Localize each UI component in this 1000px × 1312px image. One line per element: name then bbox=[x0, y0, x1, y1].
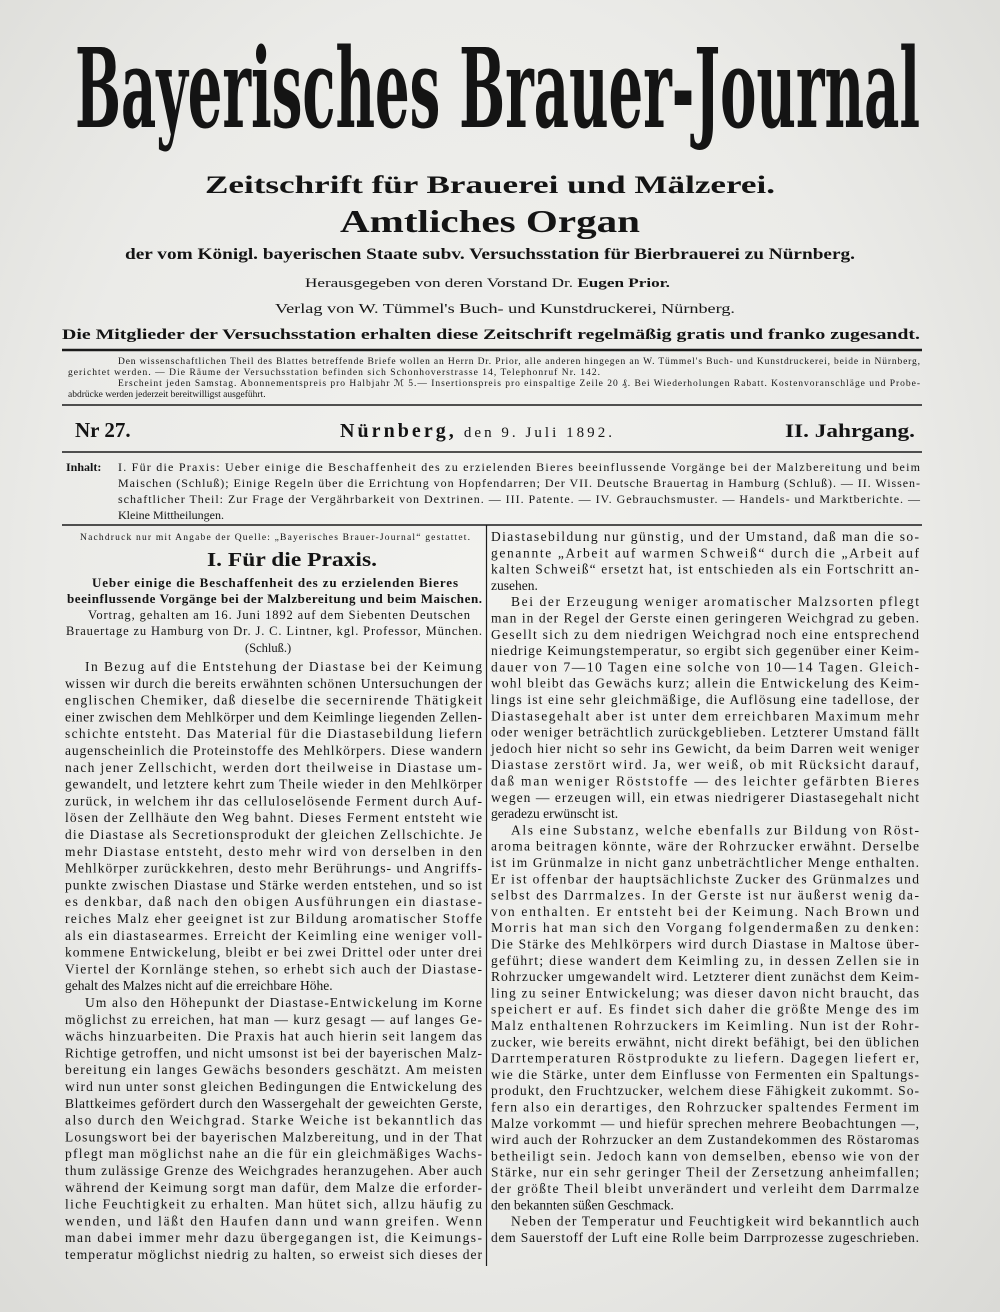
publisher-line: Verlag von W. Tümmel's Buch- und Kunstdruckerei, Nürnberg. bbox=[275, 301, 735, 316]
notice-block bbox=[68, 356, 920, 400]
body-line: man dabei immer mehr dazu übergegangen ist, die Keimungs- bbox=[65, 1230, 482, 1246]
body-line: daß man weniger Röststoffe — des leichter gefärbten Bieres bbox=[491, 773, 919, 789]
byline-line: Vortrag, gehalten am 16. Juni 1892 auf dem Siebenten Deutschen bbox=[88, 608, 470, 622]
body-line: produkt, den Fruchtzucker, welchem diese Fähigkeit zukommt. So- bbox=[491, 1083, 920, 1099]
body-line: kalten Schweiß“ ersetzt hat, ist entschieden als ein Fortschritt an- bbox=[491, 561, 919, 577]
body-line: wächs hinzuarbeiten. Die Praxis hat auch hierin seit langem das bbox=[65, 1028, 482, 1044]
body-line: Mehlkörper zurückkehren, desto mehr Berührungs- und Angriffs- bbox=[65, 860, 482, 876]
journal-title: Bayerisches Brauer-Journal bbox=[75, 24, 920, 153]
issue-place: Nürnberg, bbox=[340, 420, 454, 442]
notice-line: Erscheint jeden Samstag. Abonnementspreis pro Halbjahr ℳ 5.— Insertionspreis pro einspaltige Zeile 20 ₰. Bei Wiederholungen Rabatt. Kostenvoranschläge und Probe- bbox=[118, 379, 921, 389]
body-line: gewandelt, und letztere kehrt zum Theile wieder in den Mehlkörper bbox=[65, 776, 482, 792]
body-line: zusehen. bbox=[491, 577, 538, 593]
body-line: die Diastase als Secretionsprodukt der gleichen Zellschichte. Je bbox=[65, 827, 482, 842]
body-line: augenscheinlich die Proteinstoffe des Mehlkörpers. Diese wandern bbox=[65, 743, 483, 758]
body-line: Neben der Temperatur und Feuchtigkeit wird bekanntlich auch bbox=[511, 1213, 919, 1229]
body-line: dauer von 7—10 Tagen eine solche von 10—14 Tagen. Gleich- bbox=[491, 659, 919, 675]
issue-number: Nr 27. bbox=[75, 418, 131, 442]
body-line: dem Sauerstoff der Luft eine Rolle beim Darrprozesse zugeschrieben. bbox=[491, 1229, 919, 1245]
notice-line: Den wissenschaftlichen Theil des Blattes betreffende Briefe wollen an Herrn Dr. Prior, alle anderen hingegen an W. Tümmel's Buch- und Kunstdruckerei, beide in Nürnberg, bbox=[118, 357, 921, 367]
reprint-notice: Nachdruck nur mit Angabe der Quelle: „Bayerisches Brauer-Journal“ gestattet. bbox=[80, 533, 471, 543]
body-line: oder weniger beträchtlich zurückgeblieben. Letzterer Umstand fällt bbox=[491, 724, 919, 740]
body-line: englischen Chemiker, daß dieselbe die secernirende Thätigkeit bbox=[65, 692, 482, 708]
body-line: Als eine Substanz, welche ebenfalls zur Bildung von Röst- bbox=[511, 822, 919, 838]
editor-line bbox=[305, 275, 670, 290]
body-line: mehr Diastase entsteht, desto mehr wird von derselben in den bbox=[65, 843, 483, 859]
article-header bbox=[66, 533, 482, 655]
continuation-note: (Schluß.) bbox=[245, 641, 292, 655]
issue-volume: II. Jahrgang. bbox=[785, 421, 915, 442]
article-title-line: beeinflussende Vorgänge bei der Malzbereitung und beim Maischen. bbox=[67, 591, 482, 606]
body-line: Malz enthaltenen Rohrzuckers im Keimling. Nun ist der Rohr- bbox=[491, 1018, 919, 1033]
journal-subtitle: Zeitschrift für Brauerei und Mälzerei. bbox=[205, 172, 775, 199]
body-line: ling zu seiner Entwickelung; was dieser davon nicht braucht, das bbox=[491, 985, 920, 1001]
body-line: wenden, und läßt den Haufen dann und wann greifen. Wenn bbox=[65, 1213, 482, 1229]
body-line: einer zwischen dem Mehlkörper und dem Keimlinge liegenden Zellen- bbox=[65, 709, 482, 725]
body-line: punkte zwischen Diastase und Stärke werden entstehen, und so ist bbox=[65, 877, 483, 893]
body-line: kommene Entwickelung, bleibt er bei zwei Drittel oder unter drei bbox=[65, 944, 482, 960]
body-line: wie die Stärke, unter dem Einflusse von Fermenten ein Spaltungs- bbox=[491, 1066, 919, 1082]
body-line: Losungswort bei der bayerischen Malzbereitung, und in der That bbox=[65, 1129, 482, 1145]
notice-line: gerichtet werden. — Die Räume der Versuchsstation befinden sich Schonhoverstrasse 14, Telephonruf Nr. 142. bbox=[68, 368, 600, 378]
table-of-contents bbox=[66, 460, 921, 522]
contents-line: I. Für die Praxis: Ueber einige die Beschaffenheit des zu erzielenden Bieres beeinflussende Vorgänge bei der Malzbereitung und beim bbox=[118, 460, 920, 474]
body-line: pflegt man möglichst nahe an die für ein gleichmäßiges Wachs- bbox=[65, 1146, 482, 1162]
body-line: Gesellt sich zu dem niedrigen Weichgrad noch eine entsprechend bbox=[491, 626, 919, 642]
body-line: man in der Regel der Gerste einen geringeren Weichgrad zu geben. bbox=[491, 610, 919, 626]
body-line: den bekannten süßen Geschmack. bbox=[491, 1197, 674, 1213]
body-line: Rohrzucker umgewandelt wird. Letzterer dient zunächst dem Keim- bbox=[491, 969, 919, 985]
issue-date: den 9. Juli 1892. bbox=[463, 425, 612, 441]
body-line: liche Feuchtigkeit zu erhalten. Man hütet sich, allzu häufig zu bbox=[65, 1196, 483, 1212]
right-column bbox=[490, 529, 920, 1245]
body-line: Darrtemperaturen Röstprodukte zu liefern. Dagegen liefert er, bbox=[491, 1050, 920, 1066]
notice-line: abdrücke werden jederzeit bereitwilligst ausgeführt. bbox=[68, 390, 266, 400]
body-line: Bei der Erzeugung weniger aromatischer Malzsorten pflegt bbox=[511, 594, 919, 610]
body-line: Stärke, nur ein sehr geringer Theil der Zersetzung anheimfallen; bbox=[491, 1164, 919, 1180]
body-line: In Bezug auf die Entstehung der Diastase bei der Keimung bbox=[85, 659, 483, 674]
body-line: zurück, in welchem ihr das celluloselösende Ferment durch Auf- bbox=[65, 793, 483, 809]
body-line: wohl bleibt das Gewächs kurz; allein die Entwickelung des Keim- bbox=[491, 675, 919, 691]
body-line: fern also ein derartiges, den Rohrzucker spaltendes Ferment im bbox=[491, 1099, 919, 1115]
body-line: Diastasebildung nur günstig, und der Umstand, daß man die so- bbox=[491, 529, 919, 544]
body-line: temperatur möglichst niedrig zu halten, so erweist sich dieses der bbox=[65, 1247, 482, 1262]
body-line: während der Keimung sorgt man dafür, dem Malze die erforder- bbox=[65, 1179, 482, 1195]
byline-line: Brauertage zu Hamburg von Dr. J. C. Lintner, kgl. Professor, München. bbox=[66, 624, 483, 638]
body-line: aroma beitragen könnte, wäre der Rohrzucker erwähnt. Derselbe bbox=[491, 838, 919, 854]
body-line: gehalt des Malzes nicht auf die erreichbare Höhe. bbox=[65, 978, 333, 994]
body-line: wird nun unter sonst gleichen Bedingungen die Entwickelung des bbox=[65, 1079, 483, 1094]
body-line: Um also den Höhepunkt der Diastase-Entwickelung im Korne bbox=[85, 995, 482, 1010]
body-line: wissen wir durch die bereits erwähnten schönen Untersuchungen der bbox=[65, 675, 482, 691]
body-line: Viertel der Kornlänge stehen, so erhebt sich auch der Diastase- bbox=[65, 961, 482, 977]
body-line: geführt; diese wandert dem Keimling zu, in dessen Zellen sie in bbox=[491, 952, 919, 968]
body-line: als ein diastasearmes. Erreicht der Keimling eine weniger voll- bbox=[65, 927, 482, 943]
masthead bbox=[62, 24, 920, 343]
article-title-line: Ueber einige die Beschaffenheit des zu erzielenden Bieres bbox=[92, 575, 458, 590]
body-line: zucker, wie bereits erwähnt, nicht direkt befähigt, bei den üblichen bbox=[491, 1034, 919, 1050]
issue-place-date bbox=[340, 420, 612, 442]
body-line: es denkbar, daß nach den obigen Ausführungen ein diastase- bbox=[65, 894, 482, 910]
body-line: der größte Theil bleibt unverändert und verleiht dem Darrmalze bbox=[491, 1181, 919, 1196]
body-line: Blattkeimes gefördert durch den Wassergehalt der geweichten Gerste, bbox=[65, 1095, 482, 1111]
body-line: betheiligt sein. Jedoch kann von demselben, ebenso wie von der bbox=[491, 1148, 919, 1164]
body-line: Diastase zerstört wird. Ja, wer weiß, ob mit Rücksicht darauf, bbox=[491, 757, 920, 773]
body-line: wegen — erzeugen will, ein etwas niedrigerer Diastasegehalt nicht bbox=[491, 789, 919, 805]
body-line: möglichst zu erreichen, hat man — kurz gesagt — auf langes Ge- bbox=[65, 1011, 482, 1027]
body-line: nach jener Zellschicht, werden dort theilweise in Diastase um- bbox=[65, 759, 483, 775]
body-line: schichte entsteht. Das Material für die Diastasebildung liefern bbox=[65, 726, 482, 742]
body-line: niedrige Keimungstemperatur, so ergibt sich gegenüber einer Keim- bbox=[491, 643, 919, 659]
body-line: Er ist offenbar der hauptsächlichste Zucker des Grünmalzes und bbox=[491, 871, 919, 887]
body-line: Diastasegehalt aber ist unter dem erreichbaren Maximum mehr bbox=[491, 708, 919, 724]
body-line: geradezu erwünscht ist. bbox=[491, 806, 619, 822]
body-line: lösen der Zellhäute den Weg bahnt. Dieses Ferment entsteht wie bbox=[65, 810, 482, 826]
left-column bbox=[65, 659, 483, 1262]
body-line: bereitung ein langes Gewächs besonders geschätzt. Am meisten bbox=[65, 1062, 482, 1078]
contents-line: Kleine Mittheilungen. bbox=[118, 508, 224, 522]
issue-line bbox=[75, 418, 915, 442]
body-line: ist im Grünmalze in nicht ganz unbeträchtlicher Menge enthalten. bbox=[491, 855, 920, 870]
body-line: also durch den Weichgrad. Starke Weiche ist bekanntlich das bbox=[65, 1112, 483, 1128]
body-line: Richtige getroffen, und nicht umsonst ist bei der bayerischen Malz- bbox=[65, 1045, 482, 1061]
body-line: thum zulässige Grenze des Weichgrades heranzugehen. Aber auch bbox=[65, 1163, 482, 1178]
editor-prefix: Herausgegeben von deren Vorstand Dr. bbox=[305, 275, 509, 290]
organ-of-line: der vom Königl. bayerischen Staate subv. Versuchsstation für Bierbrauerei zu Nürnberg. bbox=[125, 246, 855, 263]
body-line: lings ist eine sehr gleichmäßige, die Auflösung eine tadellose, der bbox=[491, 692, 919, 707]
official-organ-heading: Amtliches Organ bbox=[340, 203, 641, 239]
body-line: genannte „Arbeit auf warmen Schweiß“ durch die „Arbeit auf bbox=[491, 545, 919, 561]
contents-label: Inhalt: bbox=[66, 460, 102, 474]
body-line: Morris hat man sich den Vorgang folgendermaßen zu denken: bbox=[491, 920, 919, 936]
members-note: Die Mitglieder der Versuchsstation erhalten diese Zeitschrift regelmäßig gratis und franko zugesandt. bbox=[62, 327, 920, 343]
editor-name: Eugen Prior. bbox=[577, 275, 648, 290]
body-line: selbst des Darrmalzes. In der Gerste ist nur äußerst wenig da- bbox=[491, 887, 919, 903]
section-heading: I. Für die Praxis. bbox=[207, 549, 377, 571]
body-line: wird auch der Rohrzucker an dem Zustandekommen des Röstaromas bbox=[491, 1132, 919, 1148]
body-line: Malze vorkommt — und hiefür sprechen mehrere Beobachtungen —, bbox=[491, 1115, 919, 1131]
body-line: von enthalten. Er entsteht bei der Keimung. Nach Brown und bbox=[491, 903, 919, 919]
contents-line: Maischen (Schluß); Einige Regeln über die Errichtung von Hopfendarren; Der VII. Deutsche Brauertag in Hamburg (Schluß). — II. Wissen- bbox=[118, 476, 920, 490]
contents-line: schaftlicher Theil: Zur Frage der Vergährbarkeit von Dextrinen. — III. Patente. — IV. Gebrauchsmuster. — Handels- und Marktberichte. — bbox=[118, 492, 920, 506]
body-line: reiches Malz eher geeignet ist zur Bildung aromatischer Stoffe bbox=[65, 911, 482, 926]
body-line: Die Stärke des Mehlkörpers wird durch Diastase in Maltose über- bbox=[491, 936, 919, 952]
body-line: jedoch hier nicht so sehr ins Gewicht, da beim Darren weit weniger bbox=[491, 740, 919, 756]
body-line: speichert er auf. Es findet sich daher die größte Menge des im bbox=[491, 1001, 919, 1017]
